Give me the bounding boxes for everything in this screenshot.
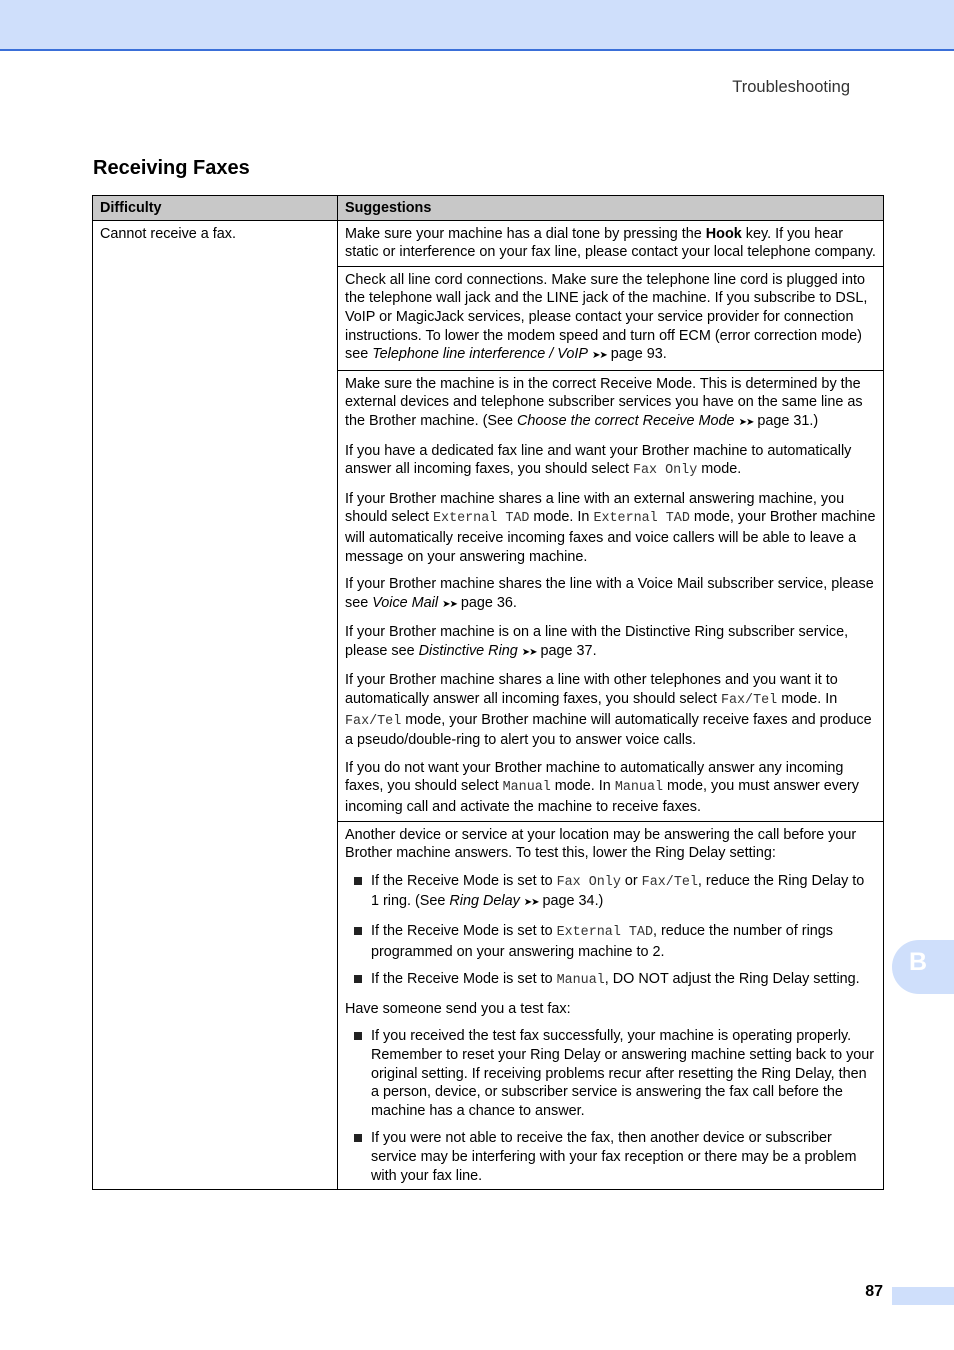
section-title: Receiving Faxes (93, 157, 250, 179)
suggestion-paragraph: Another device or service at your location may be answering the call before your Brother machine answers. To test this, lower the Ring Delay setting: (345, 826, 857, 862)
difficulty-header: Difficulty (93, 196, 338, 221)
mode-name: External TAD (556, 925, 654, 940)
double-arrow-icon: ➤➤ (523, 897, 539, 909)
mode-name: Fax Only (556, 874, 621, 890)
header-band (0, 0, 954, 51)
suggestion-paragraph: If you have a dedicated fax line and want your Brother machine to automatically answer all incoming faxes, you should select Fax Only mode. (345, 442, 852, 479)
suggestions-header: Suggestions (338, 196, 884, 221)
page-number: 87 (865, 1283, 883, 1300)
mode-name: Fax/Tel (720, 693, 778, 709)
mode-name: Fax/Tel (641, 874, 698, 890)
troubleshooting-table (92, 195, 884, 1190)
mode-name: Manual (556, 973, 605, 989)
mode-name: Manual (502, 780, 551, 796)
suggestion-paragraph: Make sure your machine has a dial tone by pressing the Hook key. If you hear static or interference on your fax line, please contact your local telephone company. (345, 225, 876, 261)
mode-name: External TAD (433, 511, 530, 527)
double-arrow-icon: ➤➤ (591, 350, 607, 362)
hook-key: Hook (705, 225, 742, 242)
mode-name: External TAD (593, 511, 690, 527)
suggestion-cell (338, 370, 884, 821)
double-arrow-icon: ➤➤ (738, 416, 754, 428)
mode-name: Manual (614, 780, 664, 796)
cross-reference: Distinctive Ring (418, 642, 518, 659)
bullet-list (345, 872, 876, 991)
suggestion-paragraph: Make sure the machine is in the correct Receive Mode. This is determined by the external devices and telephone subscriber services you have on the same line as the Brother machine. (See Choose the correct Receive Mode ➤➤ page 31.) (345, 375, 863, 429)
suggestion-paragraph: Have someone send you a test fax: (345, 1000, 571, 1017)
list-item: If the Receive Mode is set to External TAD, reduce the number of rings programmed on your answering machine to 2. (345, 922, 876, 961)
mode-name: Fax Only (632, 463, 698, 479)
table-header-row (93, 196, 884, 221)
cross-reference: Ring Delay (449, 893, 520, 910)
list-item: If the Receive Mode is set to Manual, DO NOT adjust the Ring Delay setting. (345, 970, 876, 991)
suggestion-paragraph: If your Brother machine is on a line with the Distinctive Ring subscriber service, please see Distinctive Ring ➤➤ page 37. (345, 624, 849, 659)
running-head: Troubleshooting (732, 78, 850, 96)
list-item: If the Receive Mode is set to Fax Only or Fax/Tel, reduce the Ring Delay to 1 ring. (See Ring Delay ➤➤ page 34.) (345, 872, 876, 913)
footer-tab (892, 1287, 954, 1305)
suggestion-paragraph: Check all line cord connections. Make sure the telephone line cord is plugged into the telephone wall jack and the LINE jack of the machine. If you subscribe to DSL, VoIP or MagicJack services, please contact your service provider for connection instructions. To lower the modem speed and turn off ECM (error correction mode) see Telephone line interference / VoIP ➤➤ page 93. (345, 271, 868, 363)
suggestion-cell (338, 821, 884, 1190)
cross-reference: Choose the correct Receive Mode (516, 412, 735, 429)
suggestion-paragraph: If you do not want your Brother machine to automatically answer any incoming faxes, you should select Manual mode. In Manual mode, you must answer every incoming call and activate the machine to receive faxes. (345, 759, 859, 816)
suggestion-cell (338, 266, 884, 370)
double-arrow-icon: ➤➤ (442, 598, 457, 610)
bullet-list (345, 1027, 876, 1185)
chapter-tab (892, 940, 954, 994)
list-item: If you received the test fax successfully, your machine is operating properly. Remember to reset your Ring Delay or answering machine setting back to your original setting. If receiving problems recur after resetting the Ring Delay, then a person, device, or subscriber service is answering the fax call before the machine has a chance to answer. (345, 1027, 876, 1120)
suggestion-paragraph: If your Brother machine shares the line with a Voice Mail subscriber service, please see Voice Mail ➤➤ page 36. (345, 576, 874, 611)
chapter-letter: B (909, 948, 928, 976)
cross-reference: Telephone line interference / VoIP (372, 346, 588, 363)
suggestion-paragraph: If your Brother machine shares a line with other telephones and you want it to automatically answer all incoming faxes, you should select Fax/Tel mode. In Fax/Tel mode, your Brother machine will automatically receive faxes and produce a pseudo/double-ring to alert you to answer voice calls. (345, 672, 872, 749)
suggestion-paragraph: If your Brother machine shares a line with an external answering machine, you should select External TAD mode. In External TAD mode, your Brother machine will automatically receive incoming faxes and voice callers will be able to leave a message on your answering machine. (345, 490, 876, 565)
list-item: If you were not able to receive the fax, then another device or subscriber service may be interfering with your fax reception or there may be a problem with your fax line. (345, 1129, 876, 1185)
cross-reference: Voice Mail (372, 594, 439, 611)
mode-name: Fax/Tel (345, 713, 402, 729)
suggestion-cell (338, 220, 884, 266)
double-arrow-icon: ➤➤ (521, 646, 537, 658)
table-row (93, 220, 884, 266)
difficulty-cell: Cannot receive a fax. (93, 220, 338, 1190)
